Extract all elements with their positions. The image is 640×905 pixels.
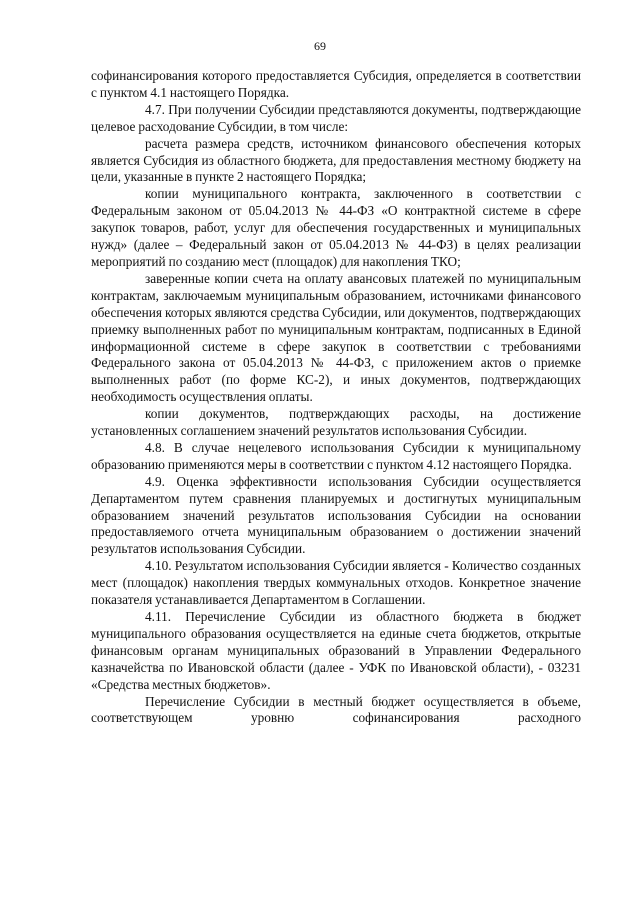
paragraph-4-9: 4.9. Оценка эффективности использования Субсидии осуществляется Департаментом путем сравнения планируемых и достигнутых муниципальным образованием значений результатов использования Субсидии на основании предоставляемого отчета муниципальным образованием о достижении значений результатов использования Субсидии. bbox=[91, 473, 581, 557]
paragraph-4-11: 4.11. Перечисление Субсидии из областного бюджета в бюджет муниципального образования осуществляется на единые счета бюджетов, открытые финансовым органам муниципальных образований в Управлении Федерального казначейства по Ивановской области (далее - УФК по Ивановской области), - 03231 «Средства местных бюджетов». bbox=[91, 609, 581, 692]
paragraph-4-8: 4.8. В случае нецелевого использования Субсидии к муниципальному образованию применяются меры в соответствии с пунктом 4.12 настоящего Порядка. bbox=[91, 439, 581, 472]
document-body bbox=[91, 68, 581, 727]
paragraph-contract-copies: копии муниципального контракта, заключенного в соответствии с Федеральным законом от 05.04.2013 № 44-ФЗ «О контрактной системе в сфере закупок товаров, работ, услуг для обеспечения государственных и муниципальных нужд» (далее – Федеральный закон от 05.04.2013 № 44-ФЗ) в целях реализации мероприятий по созданию мест (площадок) для накопления ТКО; bbox=[91, 186, 581, 269]
paragraph-4-10: 4.10. Результатом использования Субсидии является - Количество созданных мест (площадок) накопления твердых коммунальных отходов. Конкретное значение показателя устанавливается Департаментом в Соглашении. bbox=[91, 558, 581, 608]
paragraph-transfer: Перечисление Субсидии в местный бюджет осуществляется в объеме, соответствующем уровню софинансирования расходного bbox=[91, 693, 581, 726]
paragraph-4-7: 4.7. При получении Субсидии представляются документы, подтверждающие целевое расходование Субсидии, в том числе: bbox=[91, 101, 581, 134]
paragraph-calculation: расчета размера средств, источником финансового обеспечения которых является Субсидия из областного бюджета, для предоставления местному бюджету на цели, указанные в пункте 2 настоящего Порядка; bbox=[91, 135, 581, 185]
paragraph-expense-documents: копии документов, подтверждающих расходы, на достижение установленных соглашением значений результатов использования Субсидии. bbox=[91, 406, 581, 439]
paragraph-invoice-copies: заверенные копии счета на оплату авансовых платежей по муниципальным контрактам, заключаемым муниципальным образованием, источниками финансового обеспечения которых являются средства Субсидии, или документов, подтверждающих приемку выполненных работ по муниципальным контрактам, подписанных в Единой информационной системе в сфере закупок в соответствии с требованиями Федерального закона от 05.04.2013 № 44-ФЗ, с приложением актов о приемке выполненных работ (по форме КС-2), и иных документов, подтверждающих необходимость осуществления оплаты. bbox=[91, 270, 581, 405]
page-number: 69 bbox=[314, 39, 326, 53]
paragraph-continuation: софинансирования которого предоставляется Субсидия, определяется в соответствии с пунктом 4.1 настоящего Порядка. bbox=[91, 68, 581, 100]
